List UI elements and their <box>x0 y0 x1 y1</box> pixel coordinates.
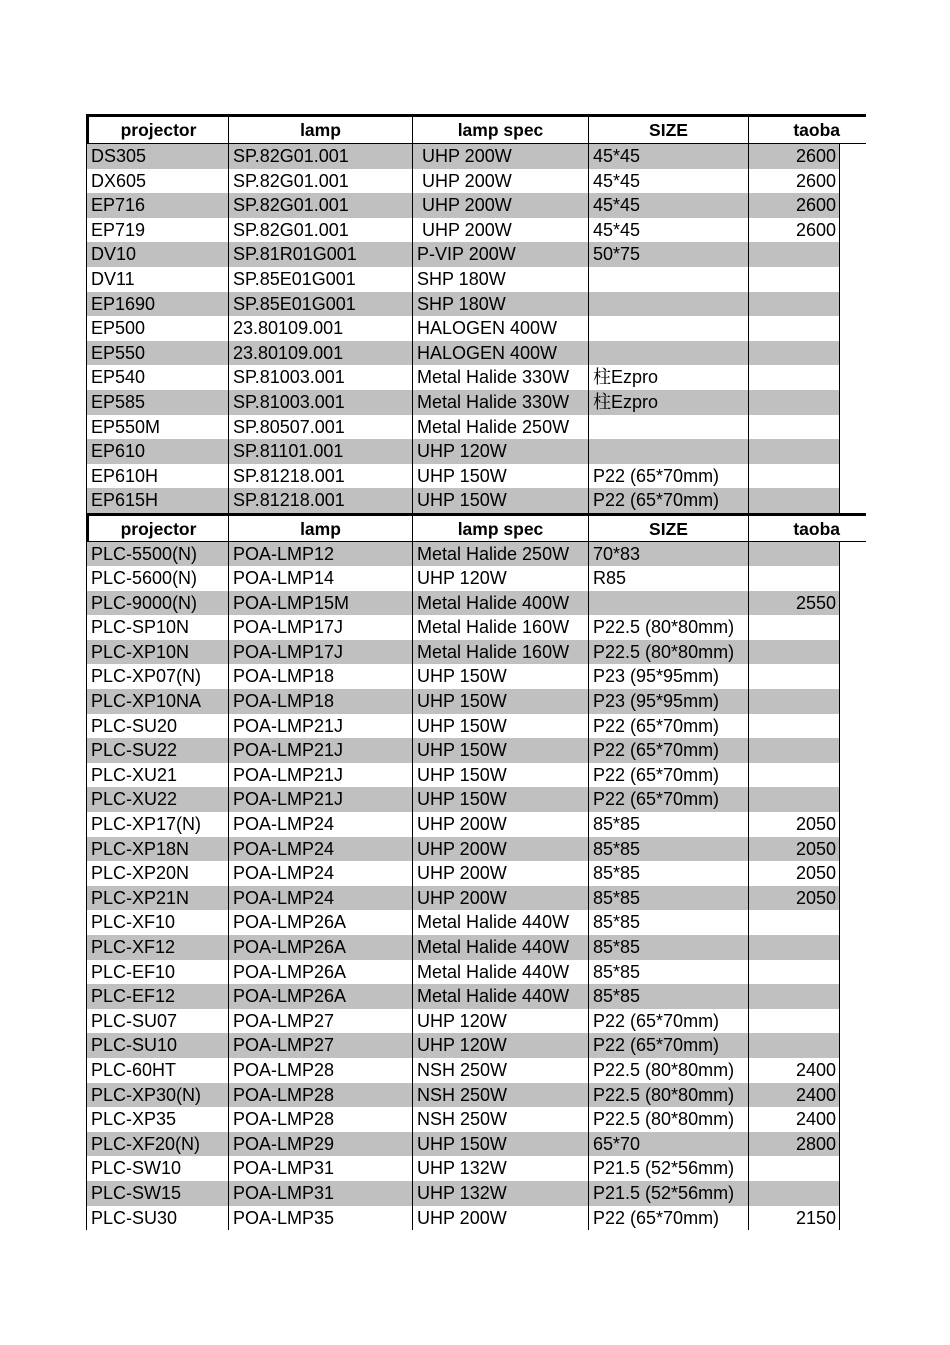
spreadsheet <box>86 114 866 1230</box>
table-cell: POA-LMP14 <box>228 566 412 591</box>
table-row <box>86 365 866 390</box>
table-cell: EP610 <box>86 439 228 464</box>
table-cell: PLC-XU21 <box>86 763 228 788</box>
table-cell: UHP 132W <box>412 1156 588 1181</box>
table-cell: Metal Halide 400W <box>412 591 588 616</box>
table-cell: Metal Halide 440W <box>412 910 588 935</box>
table-row <box>86 1132 866 1157</box>
table-cell: POA-LMP24 <box>228 812 412 837</box>
table-cell <box>588 292 748 317</box>
table-cell: P22 (65*70mm) <box>588 1009 748 1034</box>
table-cell: POA-LMP28 <box>228 1058 412 1083</box>
table-cell <box>588 267 748 292</box>
table-cell: EP716 <box>86 193 228 218</box>
table-cell: SHP 180W <box>412 267 588 292</box>
table-row <box>86 935 866 960</box>
table-row <box>86 984 866 1009</box>
table-cell: EP610H <box>86 464 228 489</box>
table-cell: 2600 <box>748 218 840 243</box>
table-row <box>86 640 866 665</box>
table-cell: P22.5 (80*80mm) <box>588 1083 748 1108</box>
table-cell: SP.81101.001 <box>228 439 412 464</box>
table-row <box>86 591 866 616</box>
table-cell: Metal Halide 330W <box>412 390 588 415</box>
table-cell <box>748 763 840 788</box>
table-row <box>86 193 866 218</box>
table-cell: UHP 200W <box>412 812 588 837</box>
header-row <box>86 114 866 144</box>
table-cell: UHP 120W <box>412 1033 588 1058</box>
table-cell: 85*85 <box>588 812 748 837</box>
table-cell: Metal Halide 440W <box>412 984 588 1009</box>
table-cell: 45*45 <box>588 218 748 243</box>
table-cell: POA-LMP26A <box>228 935 412 960</box>
table-row <box>86 488 866 513</box>
table-row <box>86 910 866 935</box>
table-cell: 柱Ezpro <box>588 390 748 415</box>
header-cell: SIZE <box>588 117 748 143</box>
table-cell: P22.5 (80*80mm) <box>588 1058 748 1083</box>
table-cell: DV10 <box>86 242 228 267</box>
table-cell: 2600 <box>748 144 840 169</box>
table-cell <box>588 316 748 341</box>
table-cell: HALOGEN 400W <box>412 341 588 366</box>
table-cell: PLC-XF12 <box>86 935 228 960</box>
table-cell: P22.5 (80*80mm) <box>588 1107 748 1132</box>
table-cell: P23 (95*95mm) <box>588 664 748 689</box>
table-cell: EP550 <box>86 341 228 366</box>
table-cell: PLC-XF10 <box>86 910 228 935</box>
table-cell: 85*85 <box>588 960 748 985</box>
table-cell: 65*70 <box>588 1132 748 1157</box>
table-cell <box>748 267 840 292</box>
table-cell <box>748 292 840 317</box>
table-cell <box>748 365 840 390</box>
table-cell <box>748 1009 840 1034</box>
table-cell: UHP 200W <box>412 193 588 218</box>
table-cell: SP.82G01.001 <box>228 144 412 169</box>
table-cell: SP.81003.001 <box>228 390 412 415</box>
table-cell: SP.82G01.001 <box>228 218 412 243</box>
table-cell: POA-LMP17J <box>228 640 412 665</box>
table-cell: POA-LMP24 <box>228 886 412 911</box>
table-cell: NSH 250W <box>412 1058 588 1083</box>
table-cell: UHP 200W <box>412 218 588 243</box>
table-cell: POA-LMP28 <box>228 1107 412 1132</box>
table-cell <box>748 439 840 464</box>
table-cell: P22 (65*70mm) <box>588 1206 748 1231</box>
table-cell: P22 (65*70mm) <box>588 714 748 739</box>
table-cell: PLC-XP18N <box>86 837 228 862</box>
table-cell <box>748 984 840 1009</box>
table-row <box>86 689 866 714</box>
table-cell: UHP 200W <box>412 837 588 862</box>
table-cell: POA-LMP35 <box>228 1206 412 1231</box>
table-row <box>86 1009 866 1034</box>
table-cell: PLC-SU07 <box>86 1009 228 1034</box>
table-cell: POA-LMP17J <box>228 615 412 640</box>
table-cell: UHP 150W <box>412 738 588 763</box>
table-cell: Metal Halide 330W <box>412 365 588 390</box>
table-cell: 85*85 <box>588 910 748 935</box>
table-row <box>86 1181 866 1206</box>
table-row <box>86 439 866 464</box>
table-row <box>86 267 866 292</box>
header-row <box>86 513 866 542</box>
table-cell: POA-LMP26A <box>228 984 412 1009</box>
table-cell: EP550M <box>86 415 228 440</box>
table-cell <box>748 415 840 440</box>
table-cell: UHP 150W <box>412 787 588 812</box>
table-cell: UHP 200W <box>412 144 588 169</box>
table-cell: UHP 200W <box>412 1206 588 1231</box>
table-cell: POA-LMP28 <box>228 1083 412 1108</box>
table-row <box>86 341 866 366</box>
table-cell: UHP 120W <box>412 1009 588 1034</box>
table-cell: SP.85E01G001 <box>228 292 412 317</box>
table-cell <box>748 566 840 591</box>
table-cell <box>748 1033 840 1058</box>
table-cell: 70*83 <box>588 542 748 567</box>
table-row <box>86 242 866 267</box>
table-row <box>86 886 866 911</box>
table-cell <box>748 316 840 341</box>
table-cell <box>748 960 840 985</box>
table-cell <box>748 664 840 689</box>
table-cell: UHP 150W <box>412 464 588 489</box>
table-cell <box>588 415 748 440</box>
header-cell: lamp spec <box>412 516 588 541</box>
table-cell: UHP 150W <box>412 1132 588 1157</box>
table-cell: PLC-XP30(N) <box>86 1083 228 1108</box>
table-cell: P22 (65*70mm) <box>588 763 748 788</box>
table-cell: UHP 120W <box>412 566 588 591</box>
table-row <box>86 464 866 489</box>
header-cell: SIZE <box>588 516 748 541</box>
table-cell: POA-LMP18 <box>228 689 412 714</box>
table-cell: UHP 150W <box>412 664 588 689</box>
table-cell: 45*45 <box>588 193 748 218</box>
table-row <box>86 837 866 862</box>
table-row <box>86 566 866 591</box>
table-cell: 2400 <box>748 1107 840 1132</box>
table-cell: 2050 <box>748 812 840 837</box>
table-row <box>86 542 866 567</box>
table-cell: PLC-XP35 <box>86 1107 228 1132</box>
table-cell: POA-LMP31 <box>228 1156 412 1181</box>
table-cell: 85*85 <box>588 935 748 960</box>
table-cell: PLC-XP17(N) <box>86 812 228 837</box>
table-cell: P21.5 (52*56mm) <box>588 1181 748 1206</box>
table-row <box>86 664 866 689</box>
table-cell: Metal Halide 440W <box>412 960 588 985</box>
table-row <box>86 1206 866 1231</box>
table-cell: UHP 150W <box>412 488 588 513</box>
table-row <box>86 714 866 739</box>
table-cell: UHP 150W <box>412 689 588 714</box>
table-row <box>86 1058 866 1083</box>
table-cell: SP.81R01G001 <box>228 242 412 267</box>
table-row <box>86 1033 866 1058</box>
table-cell: POA-LMP24 <box>228 861 412 886</box>
header-cell: lamp spec <box>412 117 588 143</box>
table-row <box>86 1156 866 1181</box>
table-cell: DV11 <box>86 267 228 292</box>
table-cell: 23.80109.001 <box>228 316 412 341</box>
table-cell: 23.80109.001 <box>228 341 412 366</box>
table-cell: PLC-XF20(N) <box>86 1132 228 1157</box>
table-cell <box>748 390 840 415</box>
header-cell: lamp <box>228 117 412 143</box>
table-cell: PLC-SU20 <box>86 714 228 739</box>
table-cell <box>748 935 840 960</box>
table-cell: POA-LMP29 <box>228 1132 412 1157</box>
table-row <box>86 861 866 886</box>
table-cell: 2550 <box>748 591 840 616</box>
header-cell: projector <box>86 117 228 143</box>
table-cell: Metal Halide 250W <box>412 542 588 567</box>
table-row <box>86 763 866 788</box>
table-cell: SP.81218.001 <box>228 488 412 513</box>
table-cell: P22 (65*70mm) <box>588 1033 748 1058</box>
table-row <box>86 169 866 194</box>
table-cell: PLC-SW10 <box>86 1156 228 1181</box>
table-row <box>86 960 866 985</box>
table-cell: PLC-XU22 <box>86 787 228 812</box>
table-cell: 2050 <box>748 886 840 911</box>
section-1 <box>86 114 866 513</box>
table-cell <box>588 341 748 366</box>
table-cell: 85*85 <box>588 984 748 1009</box>
table-cell: POA-LMP21J <box>228 738 412 763</box>
table-cell: 2800 <box>748 1132 840 1157</box>
table-cell: P22 (65*70mm) <box>588 787 748 812</box>
table-cell: P22 (65*70mm) <box>588 464 748 489</box>
header-cell: projector <box>86 516 228 541</box>
table-cell: SP.82G01.001 <box>228 193 412 218</box>
table-cell: Metal Halide 250W <box>412 415 588 440</box>
table-cell: UHP 200W <box>412 886 588 911</box>
table-cell: POA-LMP24 <box>228 837 412 862</box>
table-cell: P22 (65*70mm) <box>588 738 748 763</box>
table-cell <box>588 591 748 616</box>
table-cell: Metal Halide 160W <box>412 615 588 640</box>
table-cell <box>748 615 840 640</box>
table-cell: 85*85 <box>588 837 748 862</box>
table-cell: POA-LMP26A <box>228 960 412 985</box>
table-cell: PLC-EF10 <box>86 960 228 985</box>
table-cell: EP1690 <box>86 292 228 317</box>
table-cell: PLC-5500(N) <box>86 542 228 567</box>
table-cell: P-VIP 200W <box>412 242 588 267</box>
table-cell: POA-LMP27 <box>228 1009 412 1034</box>
table-cell: NSH 250W <box>412 1083 588 1108</box>
table-cell <box>748 714 840 739</box>
table-row <box>86 1107 866 1132</box>
table-row <box>86 292 866 317</box>
table-cell: SP.82G01.001 <box>228 169 412 194</box>
table-cell: PLC-60HT <box>86 1058 228 1083</box>
table-cell: PLC-SU30 <box>86 1206 228 1231</box>
table-cell: PLC-SW15 <box>86 1181 228 1206</box>
table-cell: POA-LMP31 <box>228 1181 412 1206</box>
table-cell: UHP 200W <box>412 861 588 886</box>
table-cell: UHP 200W <box>412 169 588 194</box>
table-cell: POA-LMP26A <box>228 910 412 935</box>
table-cell <box>748 689 840 714</box>
table-cell: POA-LMP27 <box>228 1033 412 1058</box>
table-cell: 45*45 <box>588 169 748 194</box>
table-cell: Metal Halide 160W <box>412 640 588 665</box>
table-row <box>86 415 866 440</box>
table-cell: R85 <box>588 566 748 591</box>
table-cell: SP.85E01G001 <box>228 267 412 292</box>
table-cell <box>748 242 840 267</box>
table-cell: 85*85 <box>588 886 748 911</box>
table-cell: UHP 120W <box>412 439 588 464</box>
table-cell: NSH 250W <box>412 1107 588 1132</box>
table-cell: POA-LMP21J <box>228 714 412 739</box>
table-cell: PLC-XP10N <box>86 640 228 665</box>
table-row <box>86 390 866 415</box>
table-cell: SP.80507.001 <box>228 415 412 440</box>
table-cell: PLC-XP21N <box>86 886 228 911</box>
table-cell <box>748 341 840 366</box>
table-cell <box>748 1156 840 1181</box>
table-cell <box>588 439 748 464</box>
table-row <box>86 1083 866 1108</box>
table-cell: SP.81218.001 <box>228 464 412 489</box>
table-cell: 柱Ezpro <box>588 365 748 390</box>
table-cell: 2150 <box>748 1206 840 1231</box>
table-row <box>86 738 866 763</box>
table-cell: P22.5 (80*80mm) <box>588 640 748 665</box>
table-cell: PLC-5600(N) <box>86 566 228 591</box>
table-cell: EP585 <box>86 390 228 415</box>
table-cell <box>748 488 840 513</box>
table-cell: 85*85 <box>588 861 748 886</box>
table-cell: P23 (95*95mm) <box>588 689 748 714</box>
table-cell <box>748 910 840 935</box>
table-cell: EP540 <box>86 365 228 390</box>
table-cell: 2050 <box>748 861 840 886</box>
table-cell: 50*75 <box>588 242 748 267</box>
table-cell: UHP 150W <box>412 763 588 788</box>
table-cell <box>748 542 840 567</box>
table-cell <box>748 1181 840 1206</box>
table-cell: POA-LMP12 <box>228 542 412 567</box>
table-cell: PLC-EF12 <box>86 984 228 1009</box>
section-2 <box>86 513 866 1230</box>
table-cell: P22.5 (80*80mm) <box>588 615 748 640</box>
table-cell: EP500 <box>86 316 228 341</box>
table-cell: 2050 <box>748 837 840 862</box>
table-cell: EP719 <box>86 218 228 243</box>
table-cell: PLC-XP10NA <box>86 689 228 714</box>
table-cell: PLC-SP10N <box>86 615 228 640</box>
table-cell: POA-LMP21J <box>228 763 412 788</box>
header-cell: taoba <box>748 516 840 541</box>
table-cell: 2600 <box>748 193 840 218</box>
table-row <box>86 218 866 243</box>
table-row <box>86 316 866 341</box>
table-cell: HALOGEN 400W <box>412 316 588 341</box>
table-cell: DS305 <box>86 144 228 169</box>
table-cell: EP615H <box>86 488 228 513</box>
table-cell: P21.5 (52*56mm) <box>588 1156 748 1181</box>
table-cell: SP.81003.001 <box>228 365 412 390</box>
header-cell: taoba <box>748 117 840 143</box>
table-cell: 2600 <box>748 169 840 194</box>
table-cell: PLC-9000(N) <box>86 591 228 616</box>
table-cell: 45*45 <box>588 144 748 169</box>
table-cell: UHP 150W <box>412 714 588 739</box>
table-cell: PLC-SU10 <box>86 1033 228 1058</box>
table-cell <box>748 640 840 665</box>
table-cell: SHP 180W <box>412 292 588 317</box>
table-row <box>86 812 866 837</box>
table-cell: PLC-XP20N <box>86 861 228 886</box>
table-cell: PLC-XP07(N) <box>86 664 228 689</box>
table-row <box>86 787 866 812</box>
table-cell: 2400 <box>748 1058 840 1083</box>
header-cell: lamp <box>228 516 412 541</box>
table-cell <box>748 738 840 763</box>
table-cell <box>748 464 840 489</box>
table-cell: POA-LMP21J <box>228 787 412 812</box>
table-cell: POA-LMP18 <box>228 664 412 689</box>
table-cell: Metal Halide 440W <box>412 935 588 960</box>
table-cell: PLC-SU22 <box>86 738 228 763</box>
table-cell: UHP 132W <box>412 1181 588 1206</box>
table-cell: 2400 <box>748 1083 840 1108</box>
table-cell: P22 (65*70mm) <box>588 488 748 513</box>
table-cell <box>748 787 840 812</box>
table-row <box>86 144 866 169</box>
table-row <box>86 615 866 640</box>
table-cell: POA-LMP15M <box>228 591 412 616</box>
table-cell: DX605 <box>86 169 228 194</box>
